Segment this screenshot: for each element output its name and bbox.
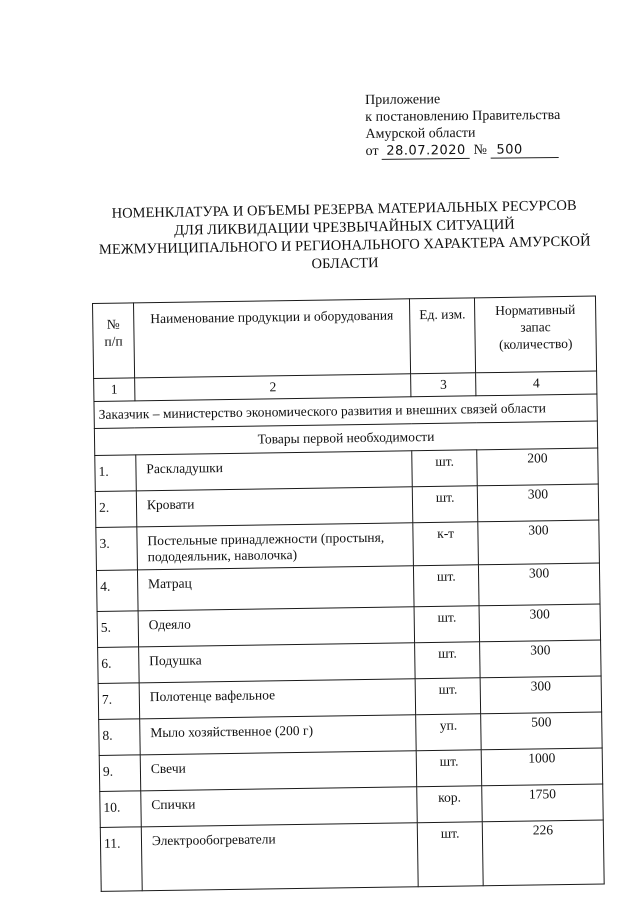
row-unit: шт. [416, 750, 481, 787]
appendix-line-1: Приложение [365, 92, 441, 108]
row-name: Мыло хозяйственное (200 г) [140, 715, 417, 755]
row-quantity: 300 [478, 520, 599, 565]
appendix-line-3: Амурской области [365, 125, 476, 142]
row-number: 5. [97, 611, 138, 648]
row-name: Полотенце вафельное [139, 679, 416, 719]
row-quantity: 300 [477, 484, 598, 522]
row-unit: шт. [415, 642, 480, 679]
row-quantity: 200 [477, 448, 598, 486]
date-prefix: от [365, 143, 379, 159]
row-unit: шт. [414, 565, 479, 607]
header-num [93, 303, 135, 379]
row-quantity: 226 [482, 820, 604, 886]
row-quantity: 300 [479, 563, 600, 606]
column-index-cell: 4 [476, 371, 597, 396]
row-name: Раскладушки [136, 451, 413, 491]
row-unit: уп. [416, 714, 481, 751]
row-number: 3. [96, 527, 138, 571]
row-unit: шт. [414, 606, 479, 643]
document-title [98, 196, 591, 277]
row-unit: шт. [418, 822, 484, 887]
row-number: 8. [99, 719, 140, 756]
header-unit: Ед. изм. [410, 298, 476, 374]
category-cell: Товары первой необходимости [94, 421, 597, 455]
header-qty-line-1: Нормативный [495, 301, 576, 319]
row-number: 1. [95, 455, 136, 492]
table-header-row [93, 296, 597, 378]
header-qty-line-3: (количество) [498, 335, 573, 352]
row-unit: шт. [413, 486, 478, 523]
row-unit: шт. [412, 450, 477, 487]
title-line-2: ДЛЯ ЛИКВИДАЦИИ ЧРЕЗВЫЧАЙНЫХ СИТУАЦИЙ [174, 216, 515, 239]
row-unit: шт. [415, 678, 480, 715]
row-name: Одеяло [138, 607, 415, 647]
appendix-date-line [366, 141, 561, 160]
handwritten-date: 28.07.2020 [382, 144, 470, 160]
resources-table [92, 296, 605, 892]
customer-cell: Заказчик – министерство экономического развития и внешних связей области [94, 394, 597, 428]
row-number: 10. [100, 791, 141, 828]
number-sign: № [473, 142, 487, 158]
row-name: Матрац [137, 566, 414, 611]
table-row [96, 520, 600, 570]
title-line-4: ОБЛАСТИ [311, 255, 379, 273]
header-name: Наименование продукции и оборудования [133, 299, 410, 378]
appendix-line-2: к постановлению Правительства [365, 107, 561, 125]
row-quantity: 300 [480, 676, 601, 714]
row-quantity: 1000 [481, 748, 602, 786]
row-name: Электрообогреватели [141, 823, 418, 891]
row-name: Кровати [136, 487, 413, 527]
row-number: 7. [98, 683, 139, 720]
header-qty [475, 296, 597, 373]
row-number: 6. [98, 647, 139, 684]
resources-table-wrap [92, 296, 605, 892]
row-name: Постельные принадлежности (простыня, пододеяльник, наволочка) [137, 523, 414, 570]
row-name: Свечи [140, 751, 417, 791]
row-number: 2. [95, 491, 136, 528]
row-number: 9. [99, 755, 140, 792]
header-num-line-2: п/п [104, 333, 123, 349]
row-name: Спички [141, 787, 418, 827]
row-quantity: 300 [479, 604, 600, 642]
appendix-block [365, 90, 561, 160]
header-qty-line-2: запас [520, 319, 551, 335]
row-unit: к-т [413, 522, 478, 566]
handwritten-number: 500 [490, 143, 558, 159]
column-index-cell: 1 [94, 378, 135, 402]
row-name: Подушка [139, 643, 416, 683]
column-index-cell: 2 [135, 374, 412, 401]
row-number: 11. [100, 827, 142, 892]
row-quantity: 1750 [482, 784, 603, 822]
title-line-1: НОМЕНКЛАТУРА И ОБЪЕМЫ РЕЗЕРВА МАТЕРИАЛЬНЫХ РЕСУРСОВ [111, 197, 577, 222]
row-quantity: 300 [480, 640, 601, 678]
row-unit: кор. [417, 786, 482, 823]
table-row [100, 820, 604, 891]
column-index-cell: 3 [411, 373, 476, 397]
header-num-line-1: № [106, 316, 120, 332]
row-number: 4. [96, 570, 138, 612]
title-line-3: МЕЖМУНИЦИПАЛЬНОГО И РЕГИОНАЛЬНОГО ХАРАКТЕРА АМУРСКОЙ [98, 233, 591, 258]
row-quantity: 500 [481, 712, 602, 750]
